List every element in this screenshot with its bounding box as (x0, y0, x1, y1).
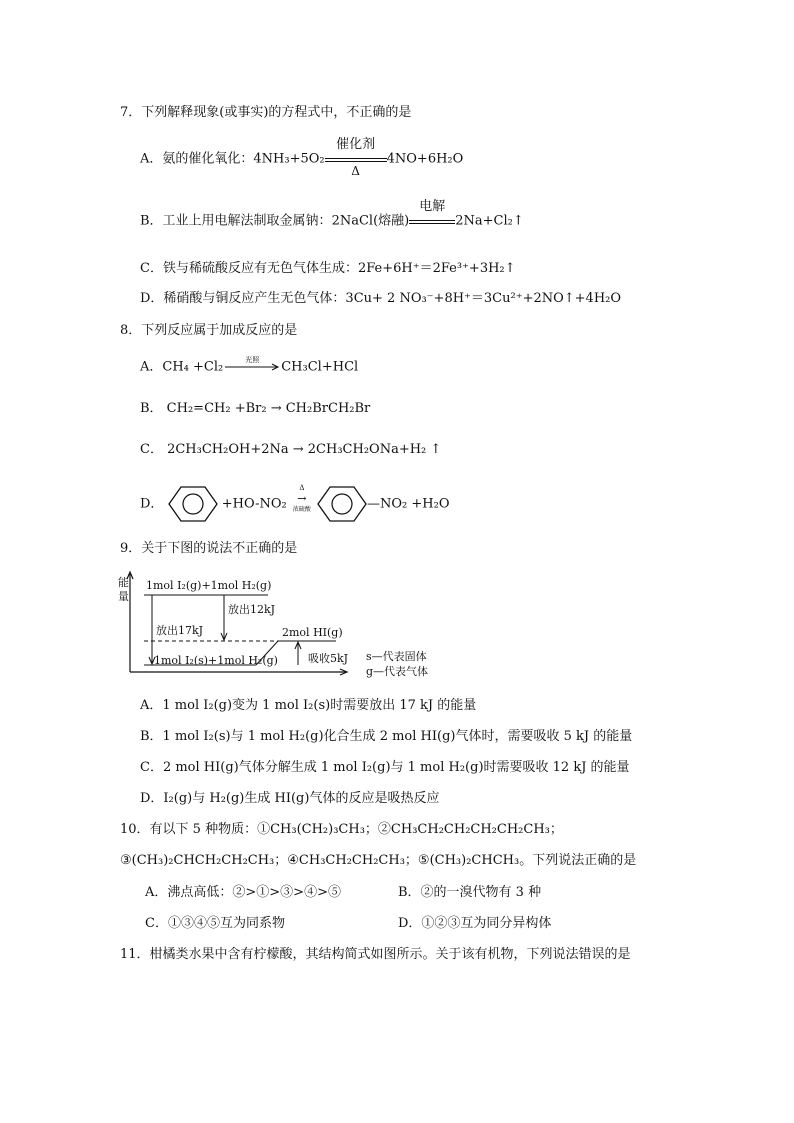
right-arrow-icon (223, 363, 281, 371)
q8-d-cond-bottom: 浓硫酸 (292, 506, 311, 513)
q10-stem-line1: 10．有以下 5 种物质：①CH₃(CH₂)₃CH₃；②CH₃CH₂CH₂CH₂CH₂CH₃； (120, 822, 563, 837)
q7-stem: 7．下列解释现象(或事实)的方程式中，不正确的是 (120, 105, 412, 120)
q8-d-substituent: —NO₂ (367, 496, 408, 512)
axis-label-2: 量 (118, 590, 129, 603)
q8-d-cond-top: Δ (299, 484, 305, 492)
q8-d-condition (291, 484, 313, 519)
level-top-label: 1mol I₂(g)+1mol H₂(g) (146, 579, 272, 592)
q7-b-right: 2Na+Cl₂↑ (455, 213, 524, 229)
benzene-ring-icon (317, 484, 367, 524)
level-mid-label: 2mol HI(g) (282, 626, 343, 639)
q8-stem: 8．下列反应属于加成反应的是 (120, 323, 298, 338)
q7-option-b (140, 199, 524, 231)
q10-option-c: C．①③④⑤互为同系物 (145, 916, 285, 931)
q7-option-a (140, 137, 464, 178)
q10-stem-line2: ③(CH₃)₂CHCH₂CH₂CH₃；④CH₃CH₂CH₂CH₃；⑤(CH₃)₂CHCH₃。下列说法正确的是 (120, 853, 637, 868)
q8-d-mid: +HO-NO₂ (221, 496, 287, 512)
q11-stem: 11．柑橘类水果中含有柠檬酸，其结构简式如图所示。关于该有机物，下列说法错误的是 (120, 947, 631, 962)
q7-a-condition (325, 137, 387, 178)
legend-solid: s—代表固体 (366, 650, 427, 663)
level-bottom-label: 1mol I₂(s)+1mol H₂(g) (154, 654, 278, 667)
q8-a-label: A． (140, 359, 163, 375)
q10-option-d: D．①②③互为同分异构体 (398, 916, 552, 931)
q7-a-cond-top: 催化剂 (336, 137, 376, 152)
q7-a-cond-bottom: Δ (351, 164, 360, 178)
q9-option-a: A．1 mol I₂(g)变为 1 mol I₂(s)时需要放出 17 kJ 的能量 (140, 698, 477, 713)
legend-gas: g—代表气体 (366, 665, 429, 678)
q8-option-c: C． 2CH₃CH₂OH+2Na → 2CH₃CH₂ONa+H₂ ↑ (140, 442, 442, 457)
q7-a-label: A．氨的催化氧化： (140, 151, 254, 167)
q9-option-d: D．I₂(g)与 H₂(g)生成 HI(g)气体的反应是吸热反应 (140, 791, 440, 806)
energy-diagram (118, 568, 438, 683)
q7-a-left: 4NH₃+5O₂ (253, 151, 325, 167)
q7-b-cond-top: 电解 (419, 199, 446, 214)
q7-option-d: D．稀硝酸与铜反应产生无色气体：3Cu+ 2 NO₃⁻+8H⁺＝3Cu²⁺+2NO↑+4H₂O (140, 291, 622, 306)
q7-b-label: B．工业上用电解法制取金属钠： (140, 213, 332, 229)
q7-b-condition (409, 199, 455, 230)
q9-option-b: B．1 mol I₂(s)与 1 mol H₂(g)化合生成 2 mol HI(g)气体时，需要吸收 5 kJ 的能量 (140, 729, 633, 744)
absorb-5-label: 吸收5kJ (308, 652, 349, 665)
q8-option-a (140, 358, 358, 377)
q10-option-b: B．②的一溴代物有 3 种 (398, 885, 542, 900)
q8-a-left: CH₄ +Cl₂ (162, 359, 224, 375)
benzene-ring-icon (168, 484, 218, 524)
q10-option-a: A．沸点高低：②>①>③>④>⑤ (145, 885, 341, 900)
right-arrow-icon: → (297, 492, 307, 505)
q8-option-d (140, 484, 450, 524)
q8-a-cond: 光照 (245, 356, 260, 364)
axis-label-1: 能 (118, 576, 129, 589)
q8-option-b: B． CH₂=CH₂ +Br₂ → CH₂BrCH₂Br (140, 401, 371, 416)
q8-d-right: +H₂O (411, 496, 450, 512)
q7-a-right: 4NO+6H₂O (386, 151, 464, 167)
release-12-label: 放出12kJ (228, 603, 276, 616)
q9-option-c: C．2 mol HI(g)气体分解生成 1 mol I₂(g)与 1 mol H₂(g)时需要吸收 12 kJ 的能量 (140, 760, 630, 775)
q9-stem: 9．关于下图的说法不正确的是 (120, 541, 298, 556)
release-17-label: 放出17kJ (156, 624, 204, 637)
q8-a-right: CH₃Cl+HCl (281, 359, 359, 375)
double-bar (409, 220, 455, 224)
q7-option-c: C．铁与稀硫酸反应有无色气体生成：2Fe+6H⁺＝2Fe³⁺+3H₂↑ (140, 261, 516, 276)
q8-a-arrow (223, 358, 281, 376)
q7-b-left: 2NaCl(熔融) (331, 213, 410, 229)
q8-d-label: D． (140, 496, 164, 512)
